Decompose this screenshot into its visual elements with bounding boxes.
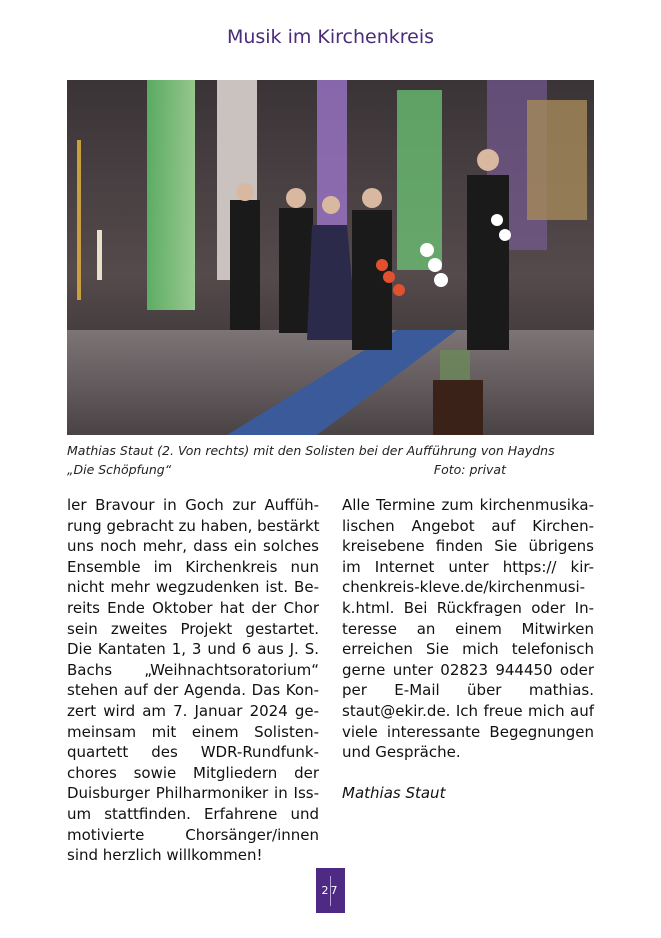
text-line: Die Kantaten 1, 3 und 6 aus J. S. (67, 640, 319, 659)
photo-caption (67, 441, 594, 479)
text-line: im Internet unter https:// kir- (342, 557, 594, 576)
text-line: ler Bravour in Goch zur Auffüh- (67, 496, 319, 514)
text-line: rung gebracht zu haben, bestärkt (67, 516, 320, 535)
text-line: kreisebene finden Sie übrigens (342, 537, 594, 556)
text-line: lischen Angebot auf Kirchen- (342, 516, 594, 535)
concert-photo (67, 80, 594, 435)
text-line: zert wird am 7. Januar 2024 ge- (67, 701, 319, 720)
text-line: uns noch mehr, dass ein solches (67, 537, 319, 556)
page-title: Musik im Kirchenkreis (226, 26, 435, 48)
text-line: um stattfinden. Erfahrene und (67, 804, 319, 823)
text-line: reits Ende Oktober hat der Chor (67, 598, 319, 617)
text-line: stehen auf der Agenda. Das Kon- (67, 681, 319, 700)
text-line: teresse an einem Mitwirken (342, 619, 594, 638)
text-line: k.html. Bei Rückfragen oder In- (342, 598, 594, 617)
text-line: sind herzlich willkommen! (67, 846, 263, 865)
text-line: nicht mehr wegzudenken ist. Be- (67, 578, 319, 597)
text-line: staut@ekir.de. Ich freue mich auf (342, 701, 594, 720)
caption-line-1: Mathias Staut (2. Von rechts) mit den Solisten bei der Aufführung von Haydns (67, 443, 555, 458)
text-column-left (67, 495, 319, 866)
text-line: per E-Mail über mathias. (342, 681, 594, 700)
text-line: Duisburger Philharmoniker in Iss- (67, 784, 319, 803)
text-line: gerne unter 02823 944450 oder (342, 660, 594, 679)
text-line: Bachs „Weihnachtsoratorium“ (67, 660, 319, 679)
text-line: meinsam mit einem Solisten- (67, 722, 319, 741)
text-line: Ensemble im Kirchenkreis nun (67, 557, 319, 576)
text-line: Alle Termine zum kirchenmusika- (342, 496, 594, 514)
concert-photo-image (67, 80, 594, 435)
text-line: sein zweites Projekt gestartet. (67, 619, 319, 638)
text-line: motivierte Chorsänger/innen (67, 825, 319, 844)
page-number: 27 (321, 884, 340, 897)
text-line: chenkreis-kleve.de/kirchenmusi- (342, 578, 586, 597)
caption-title: „Die Schöpfung“ (67, 462, 172, 477)
text-line: chores sowie Mitgliedern der (67, 763, 319, 782)
text-line: und Gespräche. (342, 743, 461, 762)
text-line: quartett des WDR-Rundfunk- (67, 743, 319, 762)
text-line: viele interessante Begegnungen (342, 722, 594, 741)
text-line: erreichen Sie mich telefonisch (342, 640, 594, 659)
caption-credit: Foto: privat (433, 462, 506, 477)
text-column-right (342, 495, 594, 803)
page-number-badge (316, 868, 345, 913)
author-signature: Mathias Staut (342, 783, 446, 802)
